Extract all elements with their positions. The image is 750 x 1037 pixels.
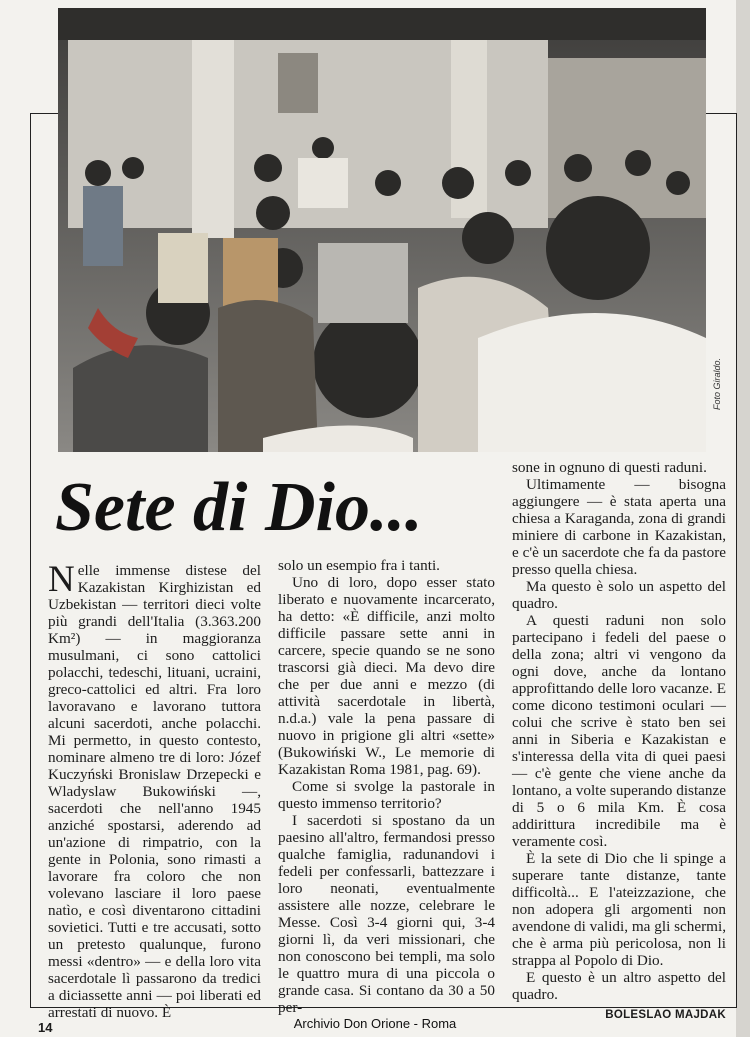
paragraph: A questi raduni non solo partecipano i fedeli del paese o della zona; altri vi vengono da ogni dove, anche da lontano approfittando delle loro vacanze. E come dicono testimoni oculari — colui che scrive è stato ben sei anni in Siberia e Kazakistan e s'interessa della vita di quei paesi — c'è gente che viene anche da lontano, a volte superando distanze di 5 o 6 mila Km. È cosa addirittura incredibile ma è veramente così. <box>512 612 726 850</box>
paragraph-text: elle immense distese del Kazakistan Kirghizistan ed Uzbekistan — territori dieci volte più grandi dell'Italia (3.363.200 Km²) — in maggioranza musulmani, ci sono cattolici polacchi, tedeschi, lituani, ucraini, greco-cattolici ed altri. Fra loro lavoravano e lavorano tuttora alcuni sacerdoti, anche polacchi. Mi permetto, in questo contesto, nominare almeno tre di loro: Józef Kuczyński Bronislaw Drzepecki e Wladyslaw Bukowiński —, sacerdoti che nell'anno 1945 anziché spostarsi, aderendo ad un'azione di rimpatrio, con la gente in Polonia, sono rimasti a lavorare fra coloro che non volevano lasciare il loro paese natìo, e così diventarono cittadini sovietici. Tutti e tre accusati, sotto un pretesto qualunque, furono messi «dentro» — e della loro vita sacerdotale lì passarono da tredici a diciassette anni — poi liberati ed arrestati di nuovo. È <box>48 562 261 1021</box>
paragraph: Uno di loro, dopo esser stato liberato e nuovamente incarcerato, ha detto: «È difficile, anzi molto difficile passare sette anni in carcere, specie quando se ne sono trascorsi già dieci. Ma devo dire che per due anni e mezzo (di attività sacerdotale in libertà, n.d.a.) vale la pena passare di nuovo in prigione gli altri «sette» (Bukowiński W., Le memorie di Kazakistan Roma 1981, pag. 69). <box>278 574 495 778</box>
paragraph <box>48 559 261 1021</box>
article-title: Sete di Dio... <box>55 469 423 546</box>
article-column-1 <box>48 559 261 1021</box>
paragraph: Ma questo è solo un aspetto del quadro. <box>512 578 726 612</box>
paragraph: E questo è un altro aspetto del quadro. <box>512 969 726 1003</box>
paragraph: Come si svolge la pastorale in questo immenso territorio? <box>278 778 495 812</box>
article-author: BOLESLAO MAJDAK <box>605 1009 726 1021</box>
article-photo <box>58 8 706 452</box>
photo-credit: Foto Giraldo. <box>712 357 722 410</box>
paragraph: Ultimamente — bisogna aggiungere — è stata aperta una chiesa a Karaganda, zona di grandi miniere di carbone in Kazakistan, e c'è un sacerdote che fa da pastore presso quella chiesa. <box>512 476 726 578</box>
crowd-at-chapel-photo <box>58 8 706 452</box>
archive-footer: Archivio Don Orione - Roma <box>293 1016 457 1031</box>
paragraph: sone in ognuno di questi raduni. <box>512 459 707 476</box>
drop-cap: N <box>48 559 75 600</box>
paragraph: È la sete di Dio che li spinge a superare tante distanze, tante difficoltà... E l'ateizzazione, che non adopera gli argomenti non avendone di validi, ma gli schermi, che è arma più pericolosa, non li strappa al Popolo di Dio. <box>512 850 726 969</box>
article-column-3 <box>512 459 726 1024</box>
page-number: 14 <box>38 1020 53 1035</box>
article-column-2 <box>278 557 495 1016</box>
page-edge <box>736 0 750 1037</box>
paragraph: solo un esempio fra i tanti. <box>278 557 440 574</box>
paragraph: I sacerdoti si spostano da un paesino all'altro, fermandosi presso qualche famiglia, radunandovi i fedeli per confessarli, battezzare i loro neonati, eventualmente assistere alle nozze, celebrare le Messe. Così 3-4 giorni qui, 3-4 giorni lì, da veri missionari, che non conoscono bei templi, ma solo le quattro mura di una piccola o grande casa. Si contano da 30 a 50 per- <box>278 812 495 1016</box>
